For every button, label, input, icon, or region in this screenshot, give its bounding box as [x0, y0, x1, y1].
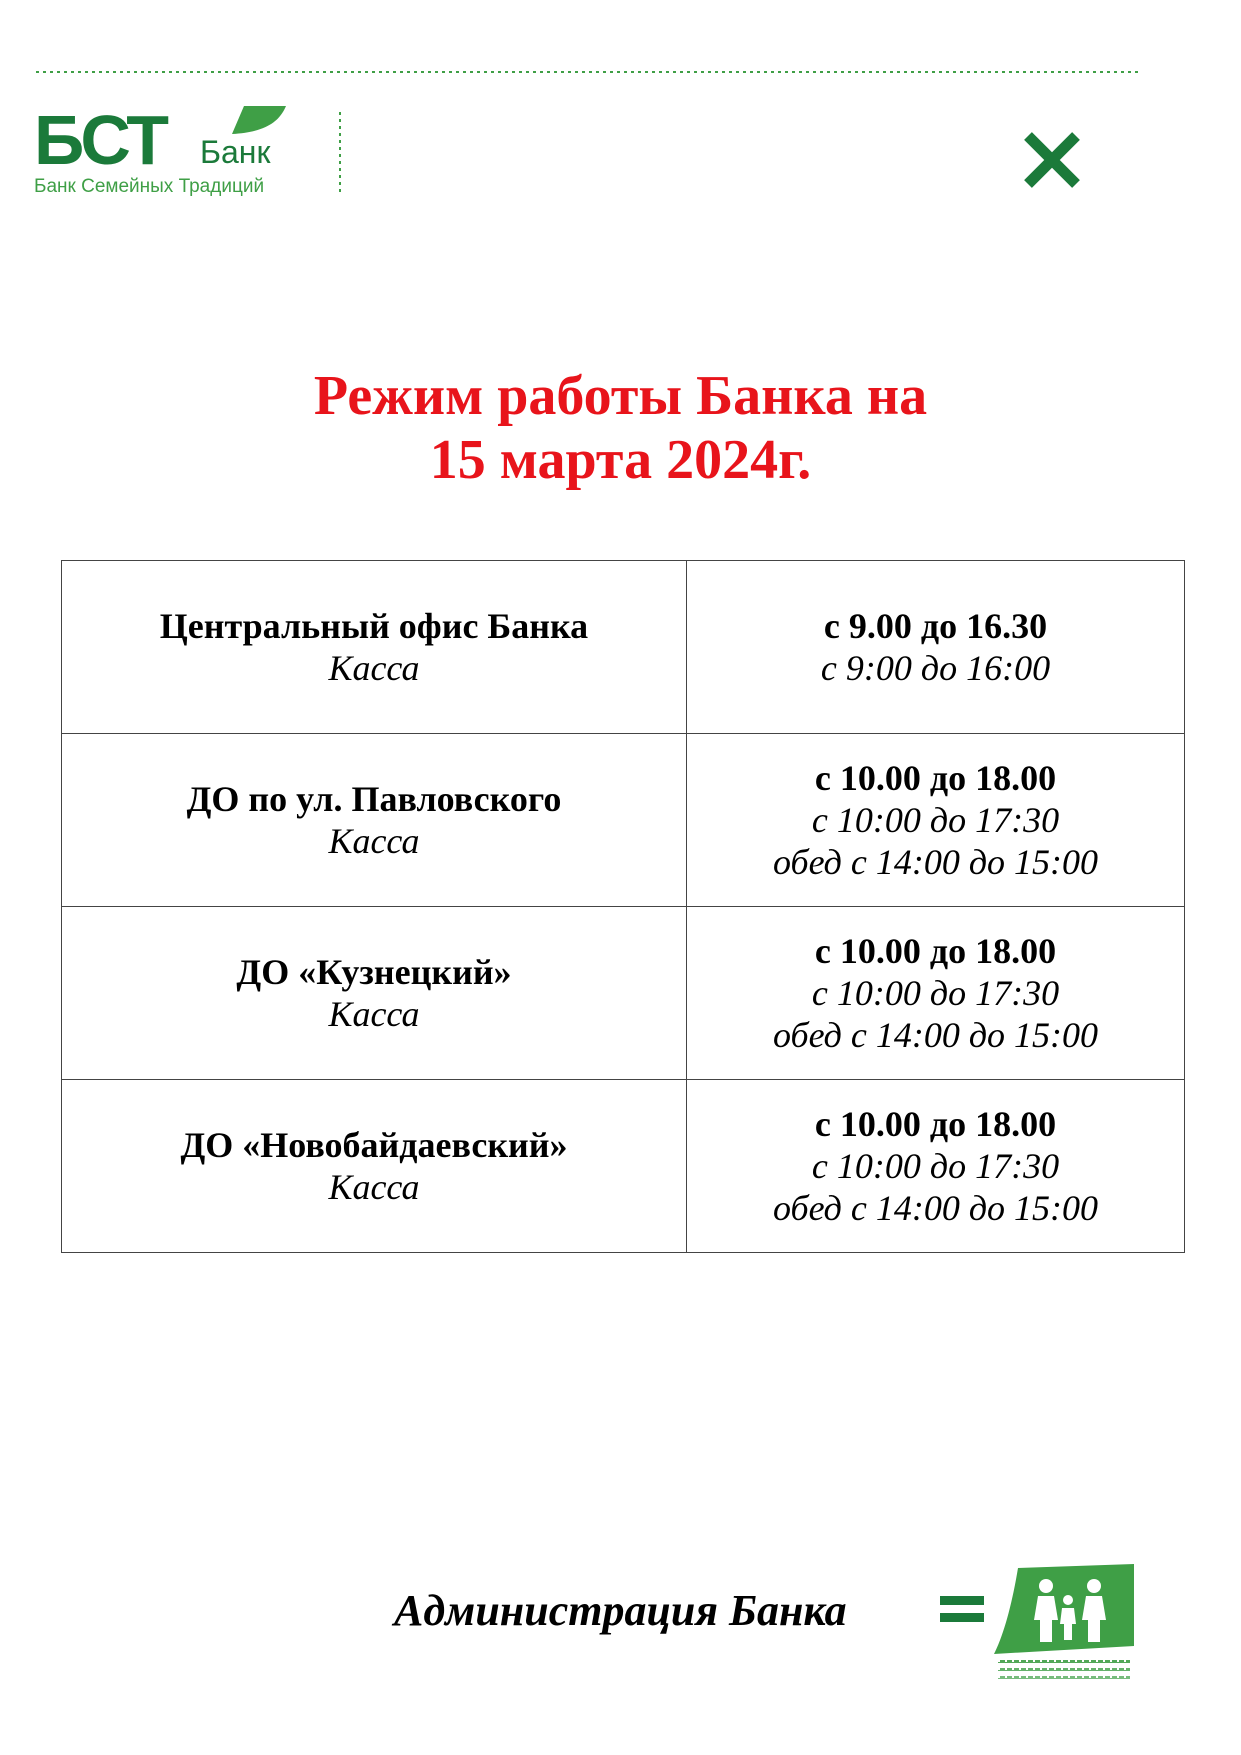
office-cell	[62, 907, 687, 1080]
office-sub: Касса	[328, 648, 420, 688]
office-sub: Касса	[328, 821, 420, 861]
hours-cell	[687, 907, 1185, 1080]
equals-icon	[940, 1594, 984, 1624]
logo-tagline: Банк Семейных Традиций	[34, 176, 265, 197]
hours-cell	[687, 734, 1185, 907]
office-cell	[62, 734, 687, 907]
table-row	[62, 561, 1185, 734]
logo-main-text: БСТ	[34, 101, 166, 179]
hours-cell	[687, 561, 1185, 734]
cash-hours: с 10:00 до 17:30	[811, 973, 1060, 1013]
lunch-hours: обед с 14:00 до 15:00	[772, 1188, 1099, 1228]
lunch-hours: обед с 14:00 до 15:00	[772, 842, 1099, 882]
cash-hours: с 10:00 до 17:30	[811, 800, 1060, 840]
office-name: ДО по ул. Павловского	[186, 779, 562, 819]
cash-hours: с 9:00 до 16:00	[820, 648, 1051, 688]
top-dotted-divider	[36, 70, 1138, 74]
office-cell	[62, 561, 687, 734]
footer-signature: Администрация Банка	[394, 1586, 847, 1635]
office-name: ДО «Новобайдаевский»	[180, 1125, 568, 1165]
office-hours: с 10.00 до 18.00	[814, 1104, 1057, 1144]
office-cell	[62, 1080, 687, 1253]
hours-cell	[687, 1080, 1185, 1253]
vertical-dotted-divider	[338, 112, 342, 192]
office-sub: Касса	[328, 994, 420, 1034]
schedule-table	[61, 560, 1185, 1253]
cash-hours: с 10:00 до 17:30	[811, 1146, 1060, 1186]
office-sub: Касса	[328, 1167, 420, 1207]
office-hours: с 10.00 до 18.00	[814, 931, 1057, 971]
table-row	[62, 734, 1185, 907]
bank-logo	[34, 101, 294, 200]
leaf-icon	[224, 106, 286, 134]
table-row	[62, 907, 1185, 1080]
logo-bank-text: Банк	[200, 134, 271, 170]
title-line-2: 15 марта 2024г.	[429, 429, 812, 491]
office-hours: с 10.00 до 18.00	[814, 758, 1057, 798]
table-row	[62, 1080, 1185, 1253]
title-line-1: Режим работы Банка на	[313, 365, 928, 427]
office-name: ДО «Кузнецкий»	[236, 952, 512, 992]
lunch-hours: обед с 14:00 до 15:00	[772, 1015, 1099, 1055]
office-hours: с 9.00 до 16.30	[823, 606, 1048, 646]
cross-icon	[1022, 130, 1082, 190]
family-icon	[994, 1564, 1134, 1688]
office-name: Центральный офис Банка	[159, 606, 589, 646]
page-title	[0, 364, 1241, 492]
